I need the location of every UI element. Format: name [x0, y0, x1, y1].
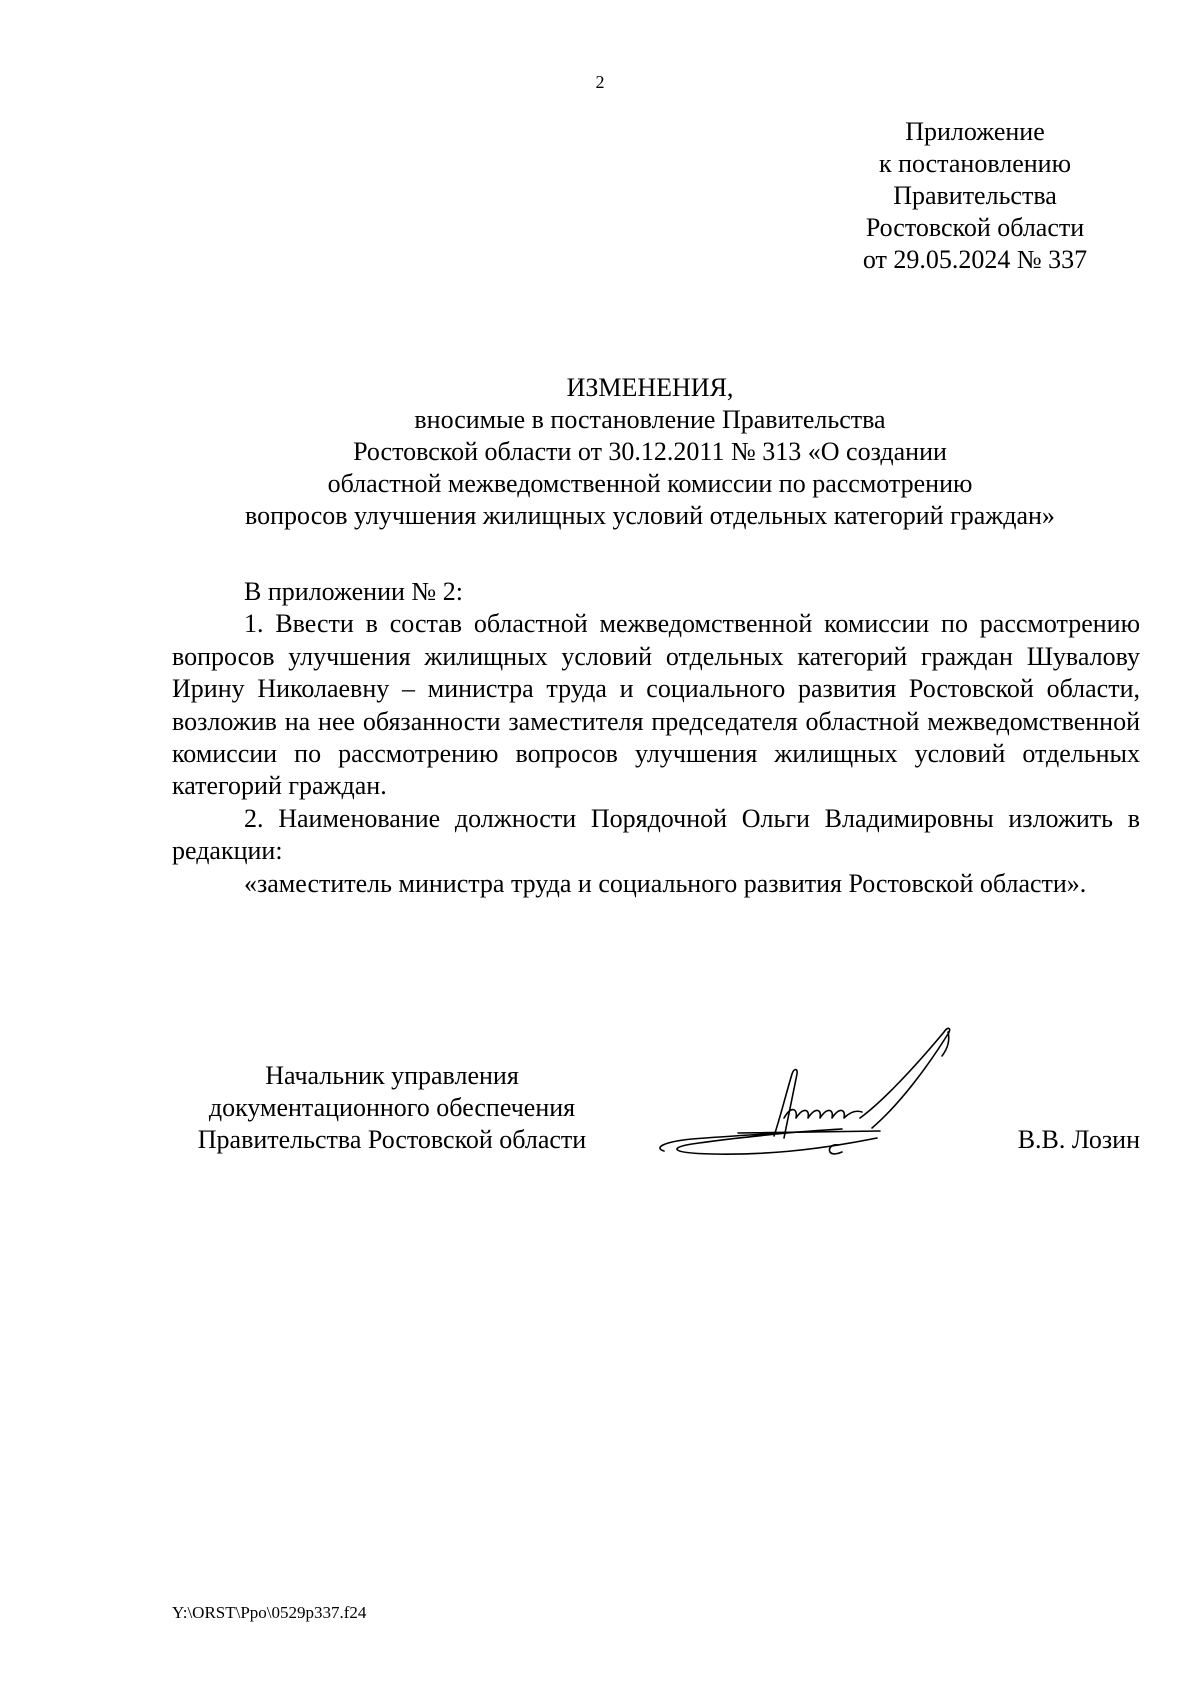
heading-line: областной межведомственной комиссии по рассмотрению	[327, 469, 973, 498]
item-1-paragraph: 1. Ввести в состав областной межведомственной комиссии по рассмотрению вопросов улучшения жилищных условий отдельных категорий граждан Шувалову Ирину Николаевну – министра труда и социального развития Ростовской области, возложив на нее обязанности заместителя председателя областной межведомственной комиссии по рассмотрению вопросов улучшения жилищных условий отдельных категорий граждан.	[172, 609, 1140, 801]
appendix-line: Правительства	[893, 181, 1057, 210]
appendix-line: Ростовской области	[865, 213, 1085, 242]
heading-title: ИЗМЕНЕНИЯ,	[566, 373, 734, 402]
signatory-name: В.В. Лозин	[1017, 1125, 1140, 1154]
signatory-title-line: Правительства Ростовской области	[197, 1125, 587, 1154]
page-number: 2	[595, 72, 605, 92]
handwritten-signature	[652, 1018, 982, 1168]
appendix-block	[830, 116, 1120, 276]
appendix-line: Приложение	[905, 117, 1045, 146]
signatory-title-line: документационного обеспечения	[208, 1093, 576, 1122]
document-body	[172, 576, 1140, 900]
appendix-line: к постановлению	[878, 149, 1072, 178]
item-2-paragraph: 2. Наименование должности Порядочной Ольги Владимировны изложить в редакции:	[172, 803, 1140, 866]
quote-paragraph: «заместитель министра труда и социального развития Ростовской области».	[244, 868, 1087, 898]
intro-paragraph: В приложении № 2:	[244, 577, 463, 606]
heading-line: Ростовской области от 30.12.2011 № 313 «О создании	[353, 437, 947, 466]
signature-block	[172, 1060, 1140, 1180]
heading-line: вопросов улучшения жилищных условий отдельных категорий граждан»	[245, 501, 1055, 530]
appendix-line: от 29.05.2024 № 337	[862, 245, 1088, 274]
file-reference: Y:\ORST\Ppo\0529p337.f24	[172, 1603, 367, 1622]
signatory-title	[172, 1060, 612, 1156]
signatory-title-line: Начальник управления	[265, 1061, 519, 1090]
heading-line: вносимые в постановление Правительства	[414, 405, 886, 434]
document-heading	[160, 372, 1140, 532]
